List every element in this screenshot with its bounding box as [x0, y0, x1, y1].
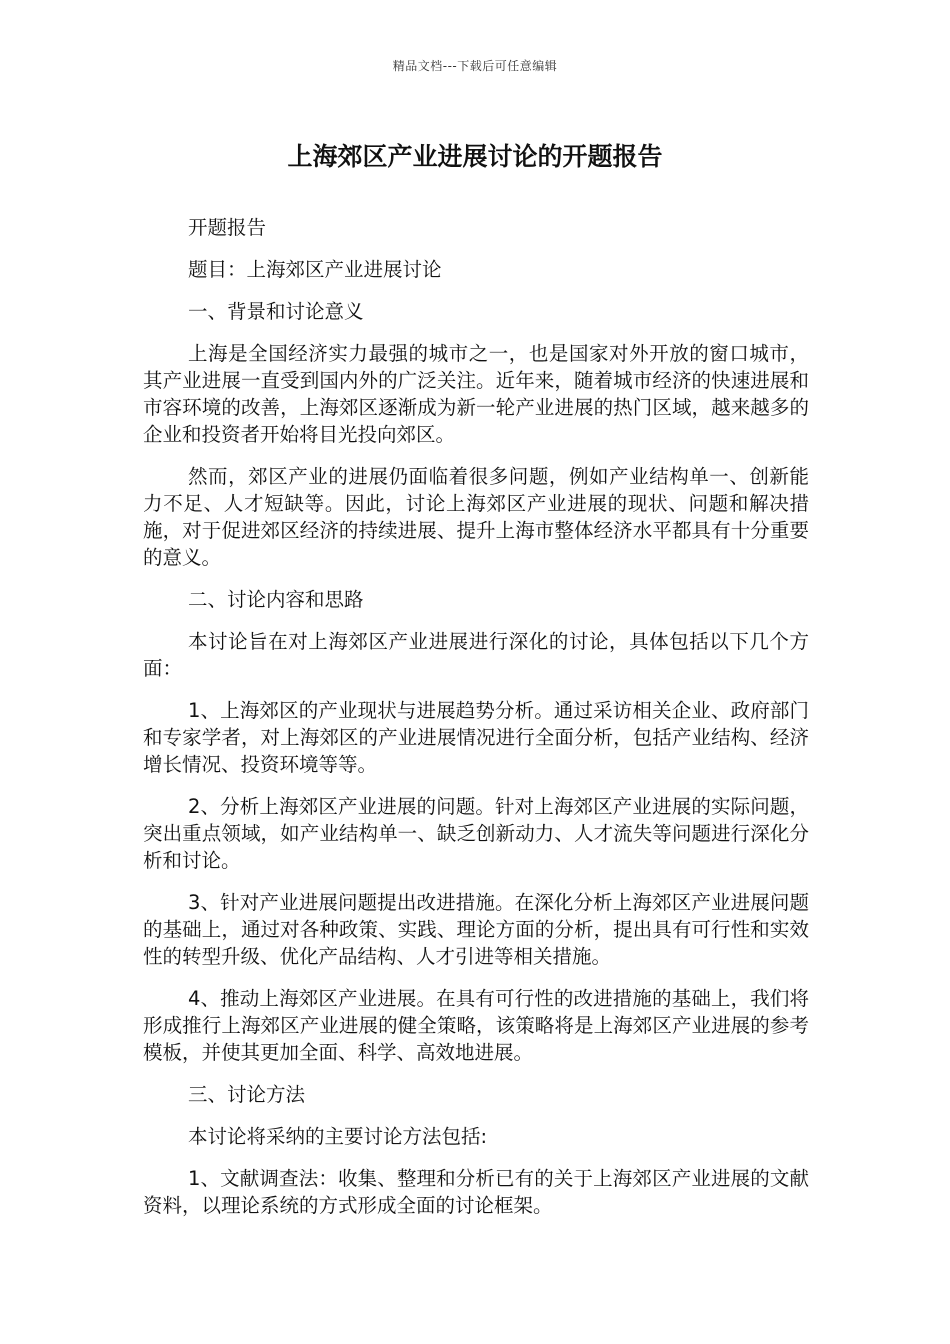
- paragraph-background-1: 上海是全国经济实力最强的城市之一，也是国家对外开放的窗口城市，其产业进展一直受到国内外的广泛关注。近年来，随着城市经济的快速进展和市容环境的改善，上海郊区逐渐成为新一轮产业进展的热门区域，越来越多的企业和投资者开始将目光投向郊区。: [143, 342, 809, 446]
- paragraph-content-item-2: 2、分析上海郊区产业进展的问题。针对上海郊区产业进展的实际问题，突出重点领域，如产业结构单一、缺乏创新动力、人才流失等问题进行深化分析和讨论。: [143, 795, 809, 872]
- section-heading-background: 一、背景和讨论意义: [188, 300, 364, 323]
- paragraph-topic: 题目：上海郊区产业进展讨论: [188, 258, 442, 281]
- paragraph-method-1: 1、文献调查法：收集、整理和分析已有的关于上海郊区产业进展的文献资料，以理论系统的方式形成全面的讨论框架。: [143, 1167, 809, 1217]
- paragraph-report-label: 开题报告: [188, 216, 267, 239]
- paragraph-methods-intro: 本讨论将采纳的主要讨论方法包括:: [188, 1125, 488, 1148]
- section-heading-methods: 三、讨论方法: [188, 1083, 306, 1106]
- paragraph-background-2: 然而，郊区产业的进展仍面临着很多问题，例如产业结构单一、创新能力不足、人才短缺等。因此，讨论上海郊区产业进展的现状、问题和解决措施，对于促进郊区经济的持续进展、提升上海市整体经济水平都具有十分重要的意义。: [143, 465, 809, 569]
- header-note: 精品文档---下载后可任意编辑: [392, 59, 558, 73]
- paragraph-content-item-4: 4、推动上海郊区产业进展。在具有可行性的改进措施的基础上，我们将形成推行上海郊区产业进展的健全策略，该策略将是上海郊区产业进展的参考模板，并使其更加全面、科学、高效地进展。: [143, 987, 809, 1064]
- document-title: 上海郊区产业进展讨论的开题报告: [287, 142, 663, 171]
- section-heading-content: 二、讨论内容和思路: [188, 588, 364, 611]
- paragraph-content-item-3: 3、针对产业进展问题提出改进措施。在深化分析上海郊区产业进展问题的基础上，通过对各种政策、实践、理论方面的分析，提出具有可行性和实效性的转型升级、优化产品结构、人才引进等相关措施。: [143, 891, 809, 968]
- paragraph-content-intro: 本讨论旨在对上海郊区产业进展进行深化的讨论，具体包括以下几个方面：: [143, 630, 809, 680]
- document-body: [143, 214, 809, 1234]
- paragraph-content-item-1: 1、上海郊区的产业现状与进展趋势分析。通过采访相关企业、政府部门和专家学者，对上海郊区的产业进展情况进行全面分析，包括产业结构、经济增长情况、投资环境等等。: [143, 699, 809, 776]
